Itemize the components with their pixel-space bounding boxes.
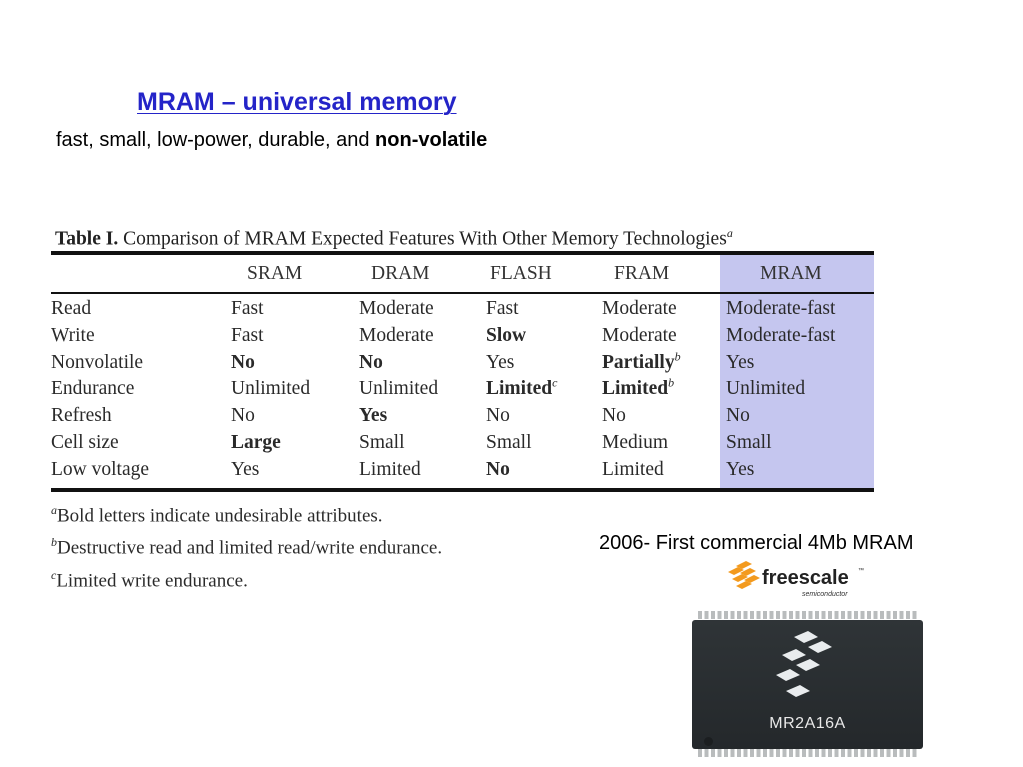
header-cell-dram: DRAM <box>371 263 430 284</box>
cell-dram <box>359 403 486 430</box>
footnote-mark: c <box>51 567 57 582</box>
cell-text: Low voltage <box>51 458 150 480</box>
table-row <box>51 430 854 457</box>
cell-text: Nonvolatile <box>51 351 144 373</box>
chip-pins-bottom <box>698 749 917 757</box>
footnote-mark: b <box>51 535 57 550</box>
cell-footnote-mark: b <box>674 349 681 364</box>
table-caption <box>55 226 733 251</box>
cell-flash <box>486 403 602 430</box>
cell-dram <box>359 323 486 350</box>
cell-footnote-mark: b <box>668 375 675 390</box>
cell-text: Endurance <box>51 378 135 400</box>
cell-text: Moderate <box>359 298 434 319</box>
footnote <box>51 497 442 529</box>
cell-fram <box>602 403 726 430</box>
cell-feature <box>51 457 231 484</box>
header-cell-mram: MRAM <box>760 263 822 284</box>
cell-text: Small <box>726 431 772 453</box>
footnote-mark: a <box>51 503 57 517</box>
cell-text: Slow <box>486 324 527 346</box>
header-cell-flash: FLASH <box>490 263 552 284</box>
slide-title: MRAM – universal memory <box>137 88 457 116</box>
table-caption-text: Comparison of MRAM Expected Features With Other Memory Technologies <box>123 228 727 250</box>
cell-dram <box>359 350 486 377</box>
cell-text: Yes <box>726 458 755 480</box>
header-cell-sram: SRAM <box>247 263 303 284</box>
cell-text: Medium <box>602 431 669 453</box>
chip-pins-top <box>698 611 917 619</box>
cell-feature <box>51 350 231 377</box>
freescale-chip-mark-icon <box>772 631 844 703</box>
cell-fram <box>602 323 726 350</box>
cell-text: Small <box>486 431 532 453</box>
table-bottom-rule <box>51 488 874 492</box>
cell-text: Read <box>51 298 92 319</box>
table-body <box>51 292 854 484</box>
cell-mram <box>726 403 854 430</box>
chip-pin1-dot <box>704 737 713 746</box>
cell-text: No <box>486 405 510 427</box>
cell-text: Unlimited <box>726 378 806 400</box>
cell-sram <box>231 376 359 403</box>
cell-mram <box>726 376 854 403</box>
cell-feature <box>51 430 231 457</box>
logo-sub: semiconductor <box>802 591 848 598</box>
slide-subtitle <box>56 129 487 152</box>
comparison-table <box>51 255 854 484</box>
cell-mram <box>726 457 854 484</box>
cell-text: Limited <box>602 458 664 480</box>
cell-mram <box>726 350 854 377</box>
table-row <box>51 376 854 403</box>
cell-text: Fast <box>231 324 264 346</box>
table-footnotes <box>51 497 442 594</box>
cell-text: Limited <box>486 378 553 400</box>
cell-text: No <box>231 405 255 427</box>
cell-flash <box>486 457 602 484</box>
cell-text: Yes <box>359 405 388 427</box>
cell-text: Refresh <box>51 405 112 427</box>
cell-flash <box>486 350 602 377</box>
cell-sram <box>231 430 359 457</box>
table-caption-sup: a <box>726 226 733 240</box>
cell-text: Fast <box>486 298 519 319</box>
cell-feature <box>51 323 231 350</box>
footnote-text: Destructive read and limited read/write endurance. <box>57 537 443 559</box>
cell-feature <box>51 292 231 323</box>
cell-text: Small <box>359 431 405 453</box>
cell-sram <box>231 457 359 484</box>
logo-tm: ™ <box>858 568 864 574</box>
freescale-logo <box>726 558 876 604</box>
cell-dram <box>359 376 486 403</box>
cell-text: No <box>231 351 255 373</box>
cell-text: Yes <box>726 351 755 373</box>
footnote-text: Bold letters indicate undesirable attributes. <box>57 505 383 527</box>
cell-text: Moderate <box>602 298 677 319</box>
footnote-text: Limited write endurance. <box>56 569 248 591</box>
cell-sram <box>231 292 359 323</box>
cell-fram <box>602 457 726 484</box>
table-row <box>51 457 854 484</box>
cell-flash <box>486 292 602 323</box>
table-caption-lead: Table I. <box>55 228 119 250</box>
cell-sram <box>231 403 359 430</box>
cell-text: Cell size <box>51 431 119 453</box>
cell-text: Unlimited <box>359 378 439 400</box>
cell-text: No <box>359 351 383 373</box>
cell-mram <box>726 430 854 457</box>
cell-text: Large <box>231 431 281 453</box>
cell-text: No <box>602 405 626 427</box>
cell-dram <box>359 430 486 457</box>
product-caption: 2006- First commercial 4Mb MRAM <box>599 532 914 554</box>
chip-label: MR2A16A <box>769 715 846 732</box>
header-cell-blank <box>51 255 231 292</box>
cell-text: Moderate <box>359 324 434 346</box>
cell-text: Yes <box>231 458 260 480</box>
cell-text: Yes <box>486 351 515 373</box>
cell-dram <box>359 292 486 323</box>
cell-text: Unlimited <box>231 378 311 400</box>
mram-chip-image <box>692 611 923 758</box>
cell-text: No <box>726 405 750 427</box>
table-row <box>51 323 854 350</box>
cell-text: Limited <box>602 378 669 400</box>
subtitle-regular: fast, small, low-power, durable, and <box>56 129 376 151</box>
cell-text: Limited <box>359 458 421 480</box>
freescale-mark-icon <box>728 561 760 589</box>
table-header-row <box>51 255 854 292</box>
table-row <box>51 292 854 323</box>
cell-text: Partially <box>602 351 675 373</box>
cell-text: No <box>486 458 510 480</box>
logo-name: freescale <box>762 567 849 589</box>
cell-sram <box>231 350 359 377</box>
cell-flash <box>486 376 602 403</box>
cell-footnote-mark: c <box>552 375 558 390</box>
table-row <box>51 403 854 430</box>
subtitle-bold: non-volatile <box>375 129 488 151</box>
cell-sram <box>231 323 359 350</box>
cell-feature <box>51 376 231 403</box>
cell-mram <box>726 292 854 323</box>
cell-fram <box>602 350 726 377</box>
footnote <box>51 529 442 561</box>
header-cell-fram: FRAM <box>614 263 670 284</box>
cell-text: Moderate-fast <box>726 324 836 346</box>
cell-mram <box>726 323 854 350</box>
cell-text: Write <box>51 324 95 346</box>
cell-fram <box>602 292 726 323</box>
footnote <box>51 562 442 594</box>
table-row <box>51 350 854 377</box>
cell-dram <box>359 457 486 484</box>
cell-flash <box>486 323 602 350</box>
cell-fram <box>602 430 726 457</box>
cell-fram <box>602 376 726 403</box>
cell-flash <box>486 430 602 457</box>
cell-feature <box>51 403 231 430</box>
cell-text: Fast <box>231 298 264 319</box>
cell-text: Moderate-fast <box>726 298 836 319</box>
cell-text: Moderate <box>602 324 677 346</box>
